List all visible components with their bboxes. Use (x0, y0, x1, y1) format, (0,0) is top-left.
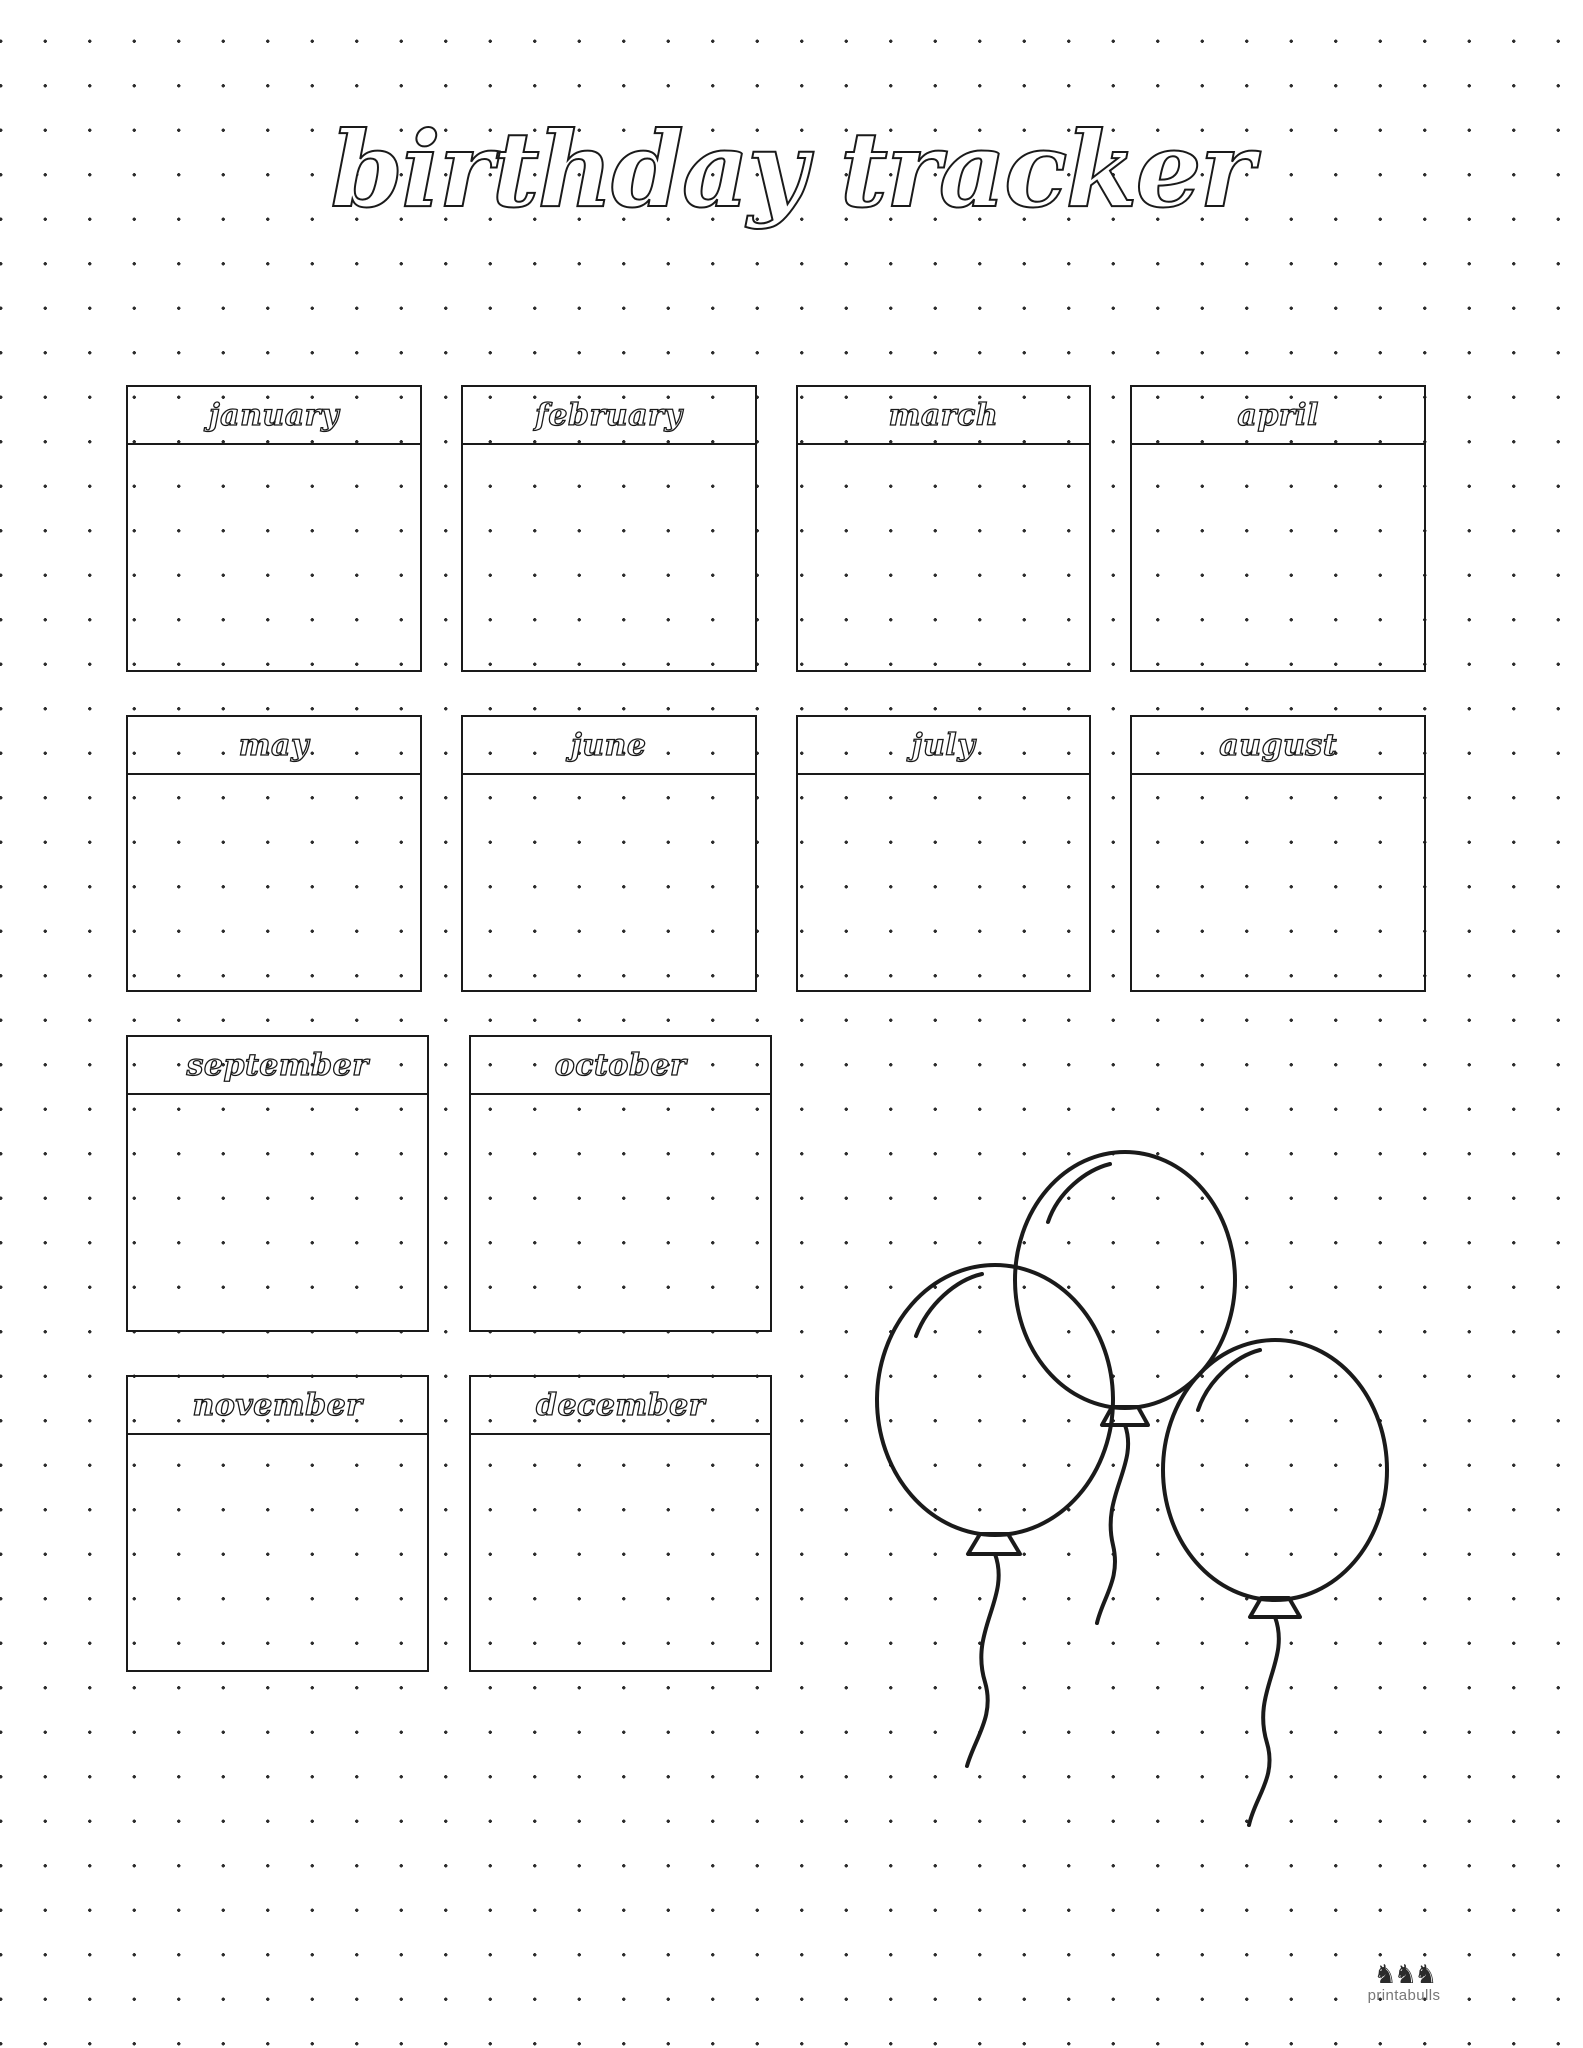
month-card-header (1132, 717, 1424, 775)
month-card-february[interactable] (461, 385, 757, 672)
month-card-april[interactable] (1130, 385, 1426, 672)
month-card-june[interactable] (461, 715, 757, 992)
month-card-july[interactable] (796, 715, 1092, 992)
month-card-header (463, 717, 755, 775)
grid-gap (1091, 715, 1130, 992)
month-label: february (535, 397, 683, 433)
month-label: march (888, 397, 999, 433)
month-label: january (208, 397, 339, 433)
month-card-header (798, 387, 1090, 445)
month-card-header (463, 387, 755, 445)
month-card-header (471, 1037, 770, 1095)
balloons-illustration (820, 1130, 1440, 1830)
month-card-body[interactable] (128, 775, 420, 1048)
grid-gap (757, 715, 796, 992)
month-card-body[interactable] (463, 775, 755, 1048)
month-card-body[interactable] (128, 1095, 427, 1388)
grid-gap (429, 1035, 469, 1332)
month-card-header (1132, 387, 1424, 445)
month-card-header (128, 1037, 427, 1095)
balloon-icon (877, 1265, 1113, 1535)
month-card-body[interactable] (798, 445, 1090, 728)
month-card-header (128, 387, 420, 445)
balloon-icon (1163, 1340, 1387, 1600)
month-card-header (798, 717, 1090, 775)
month-label: september (186, 1047, 369, 1083)
brand-name: printabulls (1367, 1987, 1441, 2004)
month-row (126, 385, 1426, 672)
month-row (126, 715, 1426, 992)
month-card-november[interactable] (126, 1375, 429, 1672)
month-card-august[interactable] (1130, 715, 1426, 992)
month-card-december[interactable] (469, 1375, 772, 1672)
month-label: october (554, 1047, 687, 1083)
month-label: august (1219, 727, 1338, 763)
month-card-header (128, 717, 420, 775)
month-card-body[interactable] (471, 1095, 770, 1388)
month-card-body[interactable] (463, 445, 755, 728)
month-card-september[interactable] (126, 1035, 429, 1332)
grid-gap (422, 715, 461, 992)
month-card-body[interactable] (1132, 775, 1424, 1048)
month-label: november (192, 1387, 363, 1423)
month-card-body[interactable] (128, 445, 420, 728)
month-card-header (128, 1377, 427, 1435)
month-card-january[interactable] (126, 385, 422, 672)
bulls-logo-icon: ♞♞♞ (1373, 1960, 1435, 1989)
month-card-may[interactable] (126, 715, 422, 992)
month-card-header (471, 1377, 770, 1435)
month-card-body[interactable] (798, 775, 1090, 1048)
grid-gap (429, 1375, 469, 1672)
month-label: december (535, 1387, 706, 1423)
month-card-body[interactable] (471, 1435, 770, 1728)
grid-gap (422, 385, 461, 672)
month-label: june (570, 727, 647, 763)
month-card-body[interactable] (1132, 445, 1424, 728)
grid-gap (1091, 385, 1130, 672)
grid-gap (757, 385, 796, 672)
month-card-october[interactable] (469, 1035, 772, 1332)
page-title: birthday tracker (330, 108, 1253, 231)
month-label: april (1237, 397, 1319, 433)
month-card-march[interactable] (796, 385, 1092, 672)
footer-brand (1329, 1960, 1479, 2004)
month-label: july (911, 727, 976, 763)
month-label: may (238, 727, 309, 763)
month-card-body[interactable] (128, 1435, 427, 1728)
